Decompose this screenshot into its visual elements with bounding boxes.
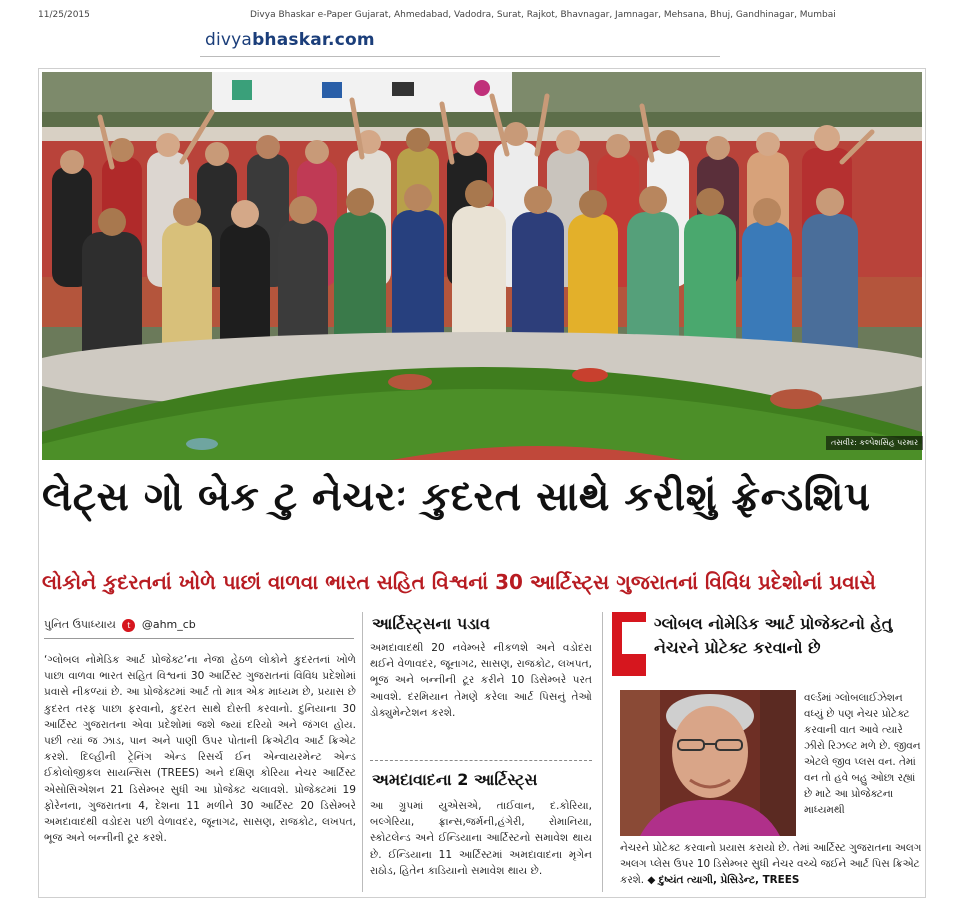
article-headline: લેટ્સ ગો બેક ટુ નેચરઃ કુદરત સાથે કરીશું ફ્રેન્ડશિપ [42, 474, 871, 520]
quote-bracket-bar [612, 654, 646, 676]
event-banner [212, 72, 512, 112]
stepping-stone [572, 368, 608, 382]
article-body-column-1: ‘ગ્લોબલ નોમેડિક આર્ટ પ્રોજેક્ટ’ના નેજા હેઠળ લોકોને કુદરતનાં ખોળે પાછા વાળવા ભારત સહિત વિશ્વનાં 30 આર્ટિસ્ટ ગુજરાતનાં વિવિધ પ્રદેશોમાં પ્રવાસે નીકળ્યાં છે. આ પ્રોજેક્ટમાં આર્ટ તો માત્ર એક માધ્યમ છે, પ્રયાસ છે કુદરત તરફ પાછા ફરવાનો, કુદરત સાથે દોસ્તી કરવાનો. દુનિયાના 30 આર્ટિસ્ટ ગુજરાતના એવા પ્રદેશોમાં જશે જ્યાં દરિયો અને જંગલ હોય. પછી ત્યાં જ ઝાડ, પાન અને પાણી ઉપર પોતાની ક્રિએટીવ આર્ટ ક્રિએટ કરશે. દિલ્હીની ટ્રેનિંગ એન્ડ રિસર્ચ ઈન એન્વાયરમેન્ટ એન્ડ ઈકોલોજીકલ સાયન્સિસ (TREES) અને દક્ષિણ કોરિયા નેચર આર્ટિસ્ટ એસોસિએશન 21 ડિસેમ્બર સુધી આ પ્રોજેક્ટ ચલાવશે. પ્રોજેક્ટમાં 19 ફોરેનના, ગુજરાતના 4, દેશના 11 મળીને 30 આર્ટિસ્ટ 20 ડિસેમ્બરે અમદાવાદથી વડોદરા પછી વેળાવદર, જૂનાગઢ, સાસણ, રાજકોટ, લખપત, ભૂજ અને બન્નીની ટૂર કરશે. [44, 654, 356, 845]
print-date: 11/25/2015 [38, 10, 90, 20]
president-portrait [620, 690, 796, 836]
quote-box-title: ગ્લોબલ નોમેડિક આર્ટ પ્રોજેક્ટનો હેતુ નેચરને પ્રોટેક્ટ કરવાનો છે [654, 614, 893, 657]
portrait-illustration [620, 690, 796, 836]
section-heading-itinerary: આર્ટિસ્ટ્સના પડાવ [372, 614, 490, 633]
logo-prefix: divya [205, 30, 253, 50]
group-photo [42, 72, 922, 460]
logo-main: bhaskar.com [252, 30, 375, 50]
banner-logo-mark [322, 82, 342, 98]
quote-text-bottom [620, 840, 922, 889]
section-divider [370, 760, 592, 761]
stepping-stone [770, 389, 822, 409]
itinerary-text: અમદાવાદથી 20 નવેમ્બરે નીકળશે અને વડોદરા થઈને વેળાવદર, જૂનાગઢ, સાસણ, રાજકોટ, લખપત, ભૂજ અને બન્નીની ટૂર કરીને 10 ડિસેમ્બરે પરત આવશે. દરમિયાન તેમણે કરેલા આર્ટ પિસનું તેઓ ડોક્યુમેન્ટેશન કરશે. [370, 642, 592, 719]
quote-text-side: વર્લ્ડમાં ગ્લોબલાઈઝેશન વધ્યું છે પણ નેચર પ્રોટેક્ટ કરવાની વાત આવે ત્યારે ઝીરો રિઝલ્ટ મળે છે. જીવન એટલે જીવ પ્લસ વન. તેમાં વન તો હવે બહુ ઓછા રહ્યાં છે માટે આ પ્રોજેક્ટના માધ્યમથી [804, 692, 921, 816]
epaper-topbar [0, 0, 960, 28]
banner-logo-mark [474, 80, 490, 96]
column-divider [362, 612, 363, 892]
stepping-stone [388, 374, 432, 390]
byline [44, 618, 196, 632]
site-logo[interactable] [205, 30, 375, 50]
ahmedabad-artists-text: આ ગ્રુપમાં યુએસએ, તાઈવાન, દ.કોરિયા, બલ્ગેરિયા, ફ્રાન્સ,જર્મની,હંગેરી, રોમાનિયા, સ્કોટલેન્ડ અને ઈન્ડિયાના આર્ટિસ્ટનો સમાવેશ થાય છે. ઈન્ડિયાના 11 આર્ટિસ્ટમાં અમદાવાદના મૃગેન રાઠોડ, હિતેન કાડિયાનો સમાવેશ થાય છે. [370, 800, 592, 877]
banner-logo-mark [392, 82, 414, 96]
quote-signature-bullet: ◆ [647, 874, 656, 887]
banner-logo-mark [232, 80, 252, 100]
section-heading-ahmedabad-artists: અમદાવાદના 2 આર્ટિસ્ટ્સ [372, 770, 538, 789]
twitter-icon: t [122, 619, 135, 632]
column-divider [602, 612, 603, 892]
byline-divider [44, 638, 354, 639]
photo-credit: તસવીર: કલ્પેશસિંહ પરમાર [826, 436, 923, 450]
group-photo-illustration [42, 72, 922, 460]
twitter-handle[interactable]: @ahm_cb [141, 618, 196, 631]
edition-list: Divya Bhaskar e-Paper Gujarat, Ahmedabad, Vadodra, Surat, Rajkot, Bhavnagar, Jamnagar, Mehsana, Bhuj, Gandhinagar, Mumbai [250, 10, 836, 20]
header-divider [200, 56, 720, 57]
article-subheadline: લોકોને કુદરતનાં ખોળે પાછાં વાળવા ભારત સહિત વિશ્વનાં 30 આર્ટિસ્ટ્સ ગુજરાતનાં વિવિધ પ્રદેશોનાં પ્રવાસે [42, 570, 876, 594]
author-name: પુનિત ઉપાધ્યાય [44, 618, 116, 631]
stepping-stone [186, 438, 218, 450]
quote-signature: દુષ્યંત ત્યાગી, પ્રેસિડેન્ટ, TREES [658, 874, 800, 887]
quote-text-continued: નેચરને પ્રોટેક્ટ કરવાનો પ્રયાસ કરાયો છે. તેમાં આર્ટિસ્ટ ગુજરાતના અલગ અલગ પ્લેસ ઉપર 10 ડિસેમ્બર સુધી નેચર વચ્ચે જઈને આર્ટ પિસ ક્રિએટ કરશે. [620, 842, 922, 887]
